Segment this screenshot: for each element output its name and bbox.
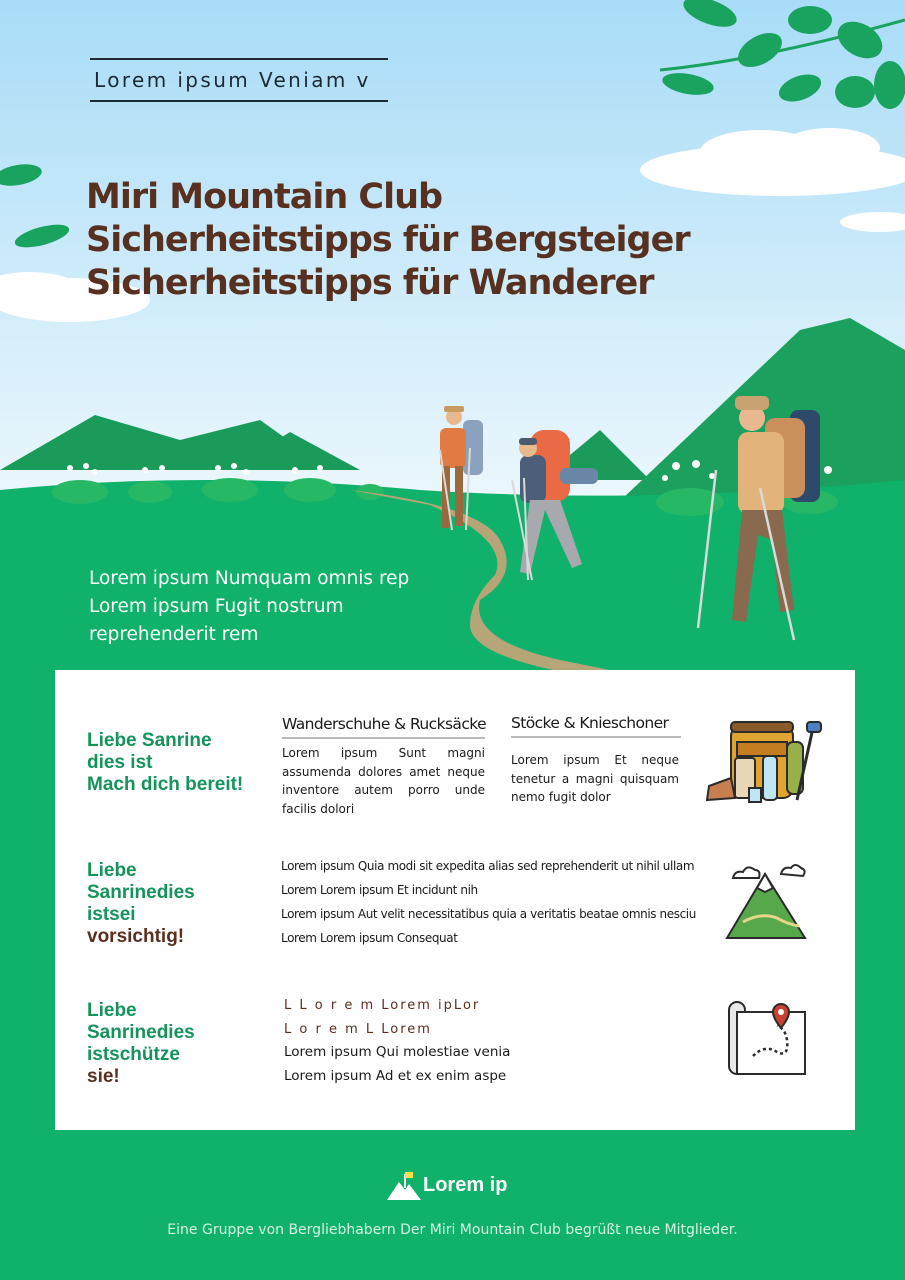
section-1-title-line-2: dies ist <box>87 752 153 773</box>
map-pin-icon <box>725 996 809 1078</box>
section-3-list <box>284 994 510 1088</box>
page-title <box>86 176 690 305</box>
list-item: Lorem Lorem ipsum Consequat <box>281 931 458 945</box>
title-line-3: Sicherheitstipps für Wanderer <box>86 263 654 303</box>
section-2-title-line-3: istsei <box>87 904 136 925</box>
tagline-box <box>90 58 388 102</box>
section-2-title <box>87 860 195 948</box>
intro-line-1: Lorem ipsum Numquam omnis rep <box>89 568 410 589</box>
backpack-gear-icon <box>701 720 831 808</box>
section-1-title <box>87 730 243 796</box>
intro-line-2: Lorem ipsum Fugit nostrum <box>89 596 344 617</box>
intro-text <box>89 565 409 649</box>
section-3-title-line-1: Liebe <box>87 1000 137 1021</box>
section-2-list <box>281 854 696 950</box>
section-2-title-line-1: Liebe <box>87 860 137 881</box>
mountain-icon <box>721 860 813 942</box>
tagline: Lorem ipsum Veniam v <box>94 68 371 92</box>
list-item: L o r e m L Lorem <box>284 1021 432 1037</box>
section-2-title-line-2: Sanrinedies <box>87 882 195 903</box>
section-3-title <box>87 1000 195 1088</box>
list-item: Lorem ipsum Aut velit necessitatibus quia a veritatis beatae omnis nesciu <box>281 907 696 921</box>
intro-line-3: reprehenderit rem <box>89 624 259 645</box>
section-1-title-line-1: Liebe Sanrine <box>87 730 212 751</box>
list-item: L L o r e m Lorem ipLor <box>284 998 481 1013</box>
section-3-title-line-3: istschütze <box>87 1044 180 1065</box>
section-2-title-line-4: vorsichtig! <box>87 926 185 947</box>
section-3-title-line-2: Sanrinedies <box>87 1022 195 1043</box>
list-item: Lorem Lorem ipsum Et incidunt nih <box>281 883 478 897</box>
title-line-1: Miri Mountain Club <box>86 177 443 217</box>
footer-text: Eine Gruppe von Bergliebhabern Der Miri Mountain Club begrüßt neue Mitglieder. <box>167 1222 738 1238</box>
mountain-flag-logo-icon <box>387 1170 421 1200</box>
list-item: Lorem ipsum Quia modi sit expedita alias sed reprehenderit ut nihil ullam <box>281 859 695 873</box>
footer-logo <box>387 1170 507 1200</box>
col-heading-boots: Wanderschuhe & Rucksäcke <box>282 715 485 739</box>
list-item: Lorem ipsum Ad et ex enim aspe <box>284 1067 507 1084</box>
section-1-title-line-3: Mach dich bereit! <box>87 774 244 795</box>
tips-card <box>55 670 855 1130</box>
list-item: Lorem ipsum Qui molestiae venia <box>284 1044 511 1060</box>
col-heading-poles: Stöcke & Knieschoner <box>511 714 681 738</box>
title-line-2: Sicherheitstipps für Bergsteiger <box>86 220 690 260</box>
col-text-poles: Lorem ipsum Et neque tenetur a magni quisquam nemo fugit dolor <box>511 753 679 804</box>
section-3-title-line-4: sie! <box>87 1066 120 1087</box>
footer-logo-text: Lorem ip <box>423 1173 508 1196</box>
col-text-boots: Lorem ipsum Sunt magni assumenda dolores amet neque inventore autem porro unde facilis dolori <box>282 746 485 816</box>
